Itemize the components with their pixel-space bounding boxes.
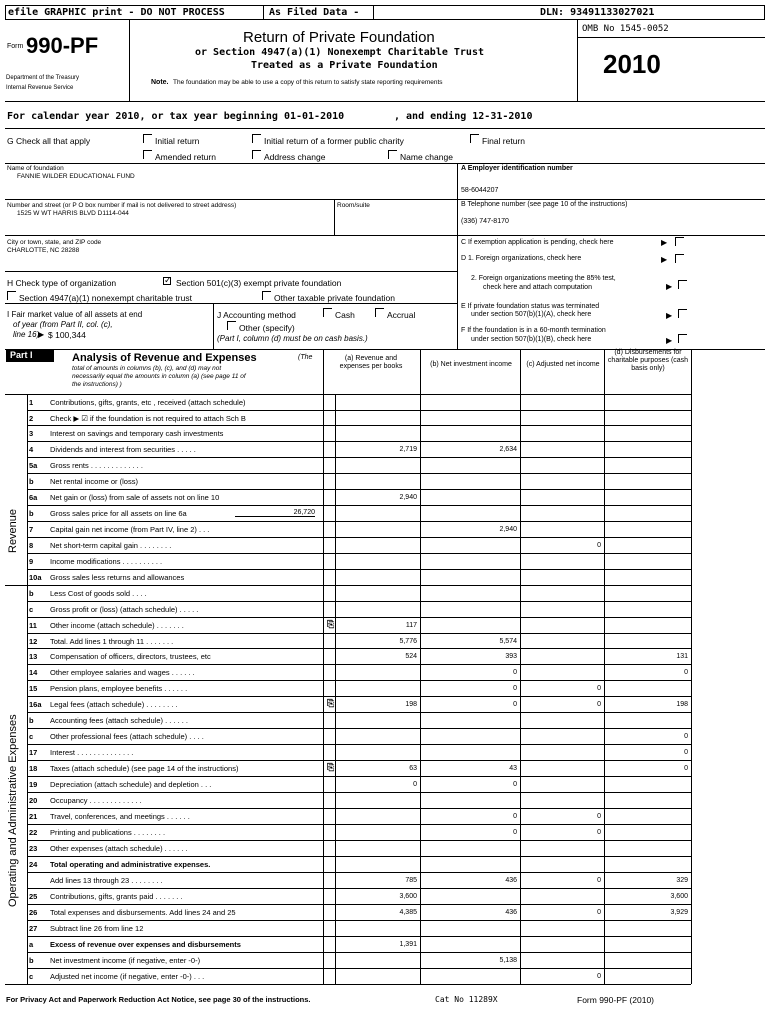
cell-col-a: 5,776 — [399, 638, 417, 645]
foundation-name-label: Name of foundation — [7, 165, 64, 172]
table-row-line — [27, 712, 691, 713]
row-number: 19 — [29, 780, 38, 789]
row-number: 25 — [29, 892, 38, 901]
cell-col-b: 0 — [513, 813, 517, 820]
table-row-line — [27, 457, 691, 458]
initial-return-checkbox[interactable] — [143, 134, 152, 143]
cell-col-d: 329 — [676, 877, 688, 884]
row-label: Other expenses (attach schedule) . . . . . . — [50, 844, 188, 853]
initial-return-label: Initial return — [155, 136, 200, 146]
row-label: Other professional fees (attach schedule) . . . . — [50, 732, 204, 741]
d1-arrow-icon: ▶ — [661, 255, 668, 264]
col-a-header: (a) Revenue and expenses per books — [339, 355, 403, 370]
street-label: Number and street (or P O box number if mail is not delivered to street address) — [7, 202, 237, 209]
cell-col-b: 436 — [505, 877, 517, 884]
dept-treasury: Department of the Treasury — [6, 75, 80, 81]
table-column-line — [691, 349, 692, 984]
table-row-line — [27, 840, 691, 841]
part-title-note: (The — [298, 354, 313, 361]
g-check-label: G Check all that apply — [7, 136, 91, 146]
form-prefix: Form — [7, 43, 24, 50]
row-number: b — [29, 509, 34, 518]
row-number: 4 — [29, 445, 34, 454]
table-row-line — [27, 553, 691, 554]
phone-label: B Telephone number (see page 10 of the instructions) — [461, 201, 628, 208]
final-return-label: Final return — [482, 136, 525, 146]
j-cash-checkbox[interactable] — [323, 308, 332, 317]
row-number: 3 — [29, 429, 34, 438]
form-number: 990-PF — [26, 33, 99, 58]
cell-col-b: 393 — [505, 653, 517, 660]
cell-col-a: 524 — [405, 653, 417, 660]
cell-col-b: 5,574 — [499, 638, 517, 645]
attachment-icon[interactable]: ⎘ — [327, 698, 335, 708]
row-label: Net short-term capital gain . . . . . . . . — [50, 541, 172, 550]
table-row-line — [27, 473, 691, 474]
form-subtitle-2: Treated as a Private Foundation — [251, 60, 438, 71]
j-accrual-checkbox[interactable] — [375, 308, 384, 317]
d2-label-1: 2. Foreign organizations meeting the 85% test, — [471, 275, 616, 282]
f-arrow-icon: ▶ — [666, 336, 673, 345]
table-row-line — [27, 505, 691, 506]
privacy-notice: For Privacy Act and Paperwork Reduction Act Notice, see page 30 of the instructions. — [6, 995, 311, 1004]
f-label-2: under section 507(b)(1)(B), check here — [471, 336, 592, 343]
cell-col-b: 2,940 — [499, 526, 517, 533]
table-row-line — [27, 808, 691, 809]
row-number: b — [29, 477, 34, 486]
cell-col-c: 0 — [597, 701, 601, 708]
d1-foreign-label: D 1. Foreign organizations, check here — [461, 255, 582, 262]
note-label: Note. — [151, 79, 169, 86]
form-footer: Form 990-PF (2010) — [577, 995, 654, 1005]
part-desc-3: the instructions) ) — [72, 381, 122, 388]
cell-col-b: 2,634 — [499, 446, 517, 453]
cell-col-b: 43 — [509, 765, 517, 772]
cell-col-a: 63 — [409, 765, 417, 772]
amended-return-label: Amended return — [155, 152, 216, 162]
h-4947-checkbox[interactable] — [7, 291, 16, 300]
form-title: Return of Private Foundation — [243, 29, 435, 46]
row-number: b — [29, 956, 34, 965]
part-desc-2: necessarily equal the amounts in column (a) (see page 11 of — [72, 373, 246, 380]
table-row-line — [27, 952, 691, 953]
row-number: 14 — [29, 668, 38, 677]
row-number: 18 — [29, 764, 38, 773]
table-row-line — [27, 537, 691, 538]
address-change-checkbox[interactable] — [252, 150, 261, 159]
table-row-line — [5, 394, 691, 395]
col-b-header: (b) Net investment income — [430, 361, 512, 368]
table-row-line — [27, 904, 691, 905]
i-fmv-label-2: of year (from Part II, col. (c), — [13, 320, 113, 329]
col-c-header: (c) Adjusted net income — [526, 361, 600, 368]
cell-col-b: 0 — [513, 685, 517, 692]
row-number: a — [29, 940, 34, 949]
note-text: The foundation may be able to use a copy of this return to satisfy state reporting requirements — [173, 79, 443, 86]
row-number: 9 — [29, 557, 34, 566]
table-row-line — [27, 936, 691, 937]
c-arrow-icon: ▶ — [661, 238, 668, 247]
j-accrual-label: Accrual — [387, 310, 416, 320]
table-row-line — [27, 664, 691, 665]
table-row-line — [27, 680, 691, 681]
h-other-taxable-checkbox[interactable] — [262, 291, 271, 300]
cell-col-b: 436 — [505, 909, 517, 916]
table-row-line — [27, 489, 691, 490]
row-number: 22 — [29, 828, 38, 837]
row-label: Income modifications . . . . . . . . . . — [50, 557, 163, 566]
cell-col-d: 198 — [676, 701, 688, 708]
e-arrow-icon: ▶ — [666, 311, 673, 320]
row-label: Total operating and administrative expenses. — [50, 860, 211, 869]
row-number: 27 — [29, 924, 38, 933]
row-number: c — [29, 972, 34, 981]
row-label: Less Cost of goods sold . . . . — [50, 589, 147, 598]
attachment-icon[interactable]: ⎘ — [327, 619, 335, 629]
h-501c3-label: Section 501(c)(3) exempt private foundation — [176, 278, 342, 288]
cell-col-c: 0 — [597, 813, 601, 820]
c-exemption-checkbox[interactable] — [675, 237, 684, 246]
side-label-revenue: Revenue — [7, 508, 19, 553]
attachment-icon[interactable]: ⎘ — [327, 762, 335, 772]
cell-col-a: 1,391 — [399, 941, 417, 948]
table-row-line — [27, 920, 691, 921]
j-cash-label: Cash — [335, 310, 355, 320]
room-suite-label: Room/suite — [337, 202, 370, 209]
row-number: b — [29, 716, 34, 725]
row-label: Accounting fees (attach schedule) . . . . . . — [50, 716, 188, 725]
cell-col-d: 3,929 — [670, 909, 688, 916]
cell-col-a: 785 — [405, 877, 417, 884]
row-number: 7 — [29, 525, 34, 534]
table-row-line — [27, 744, 691, 745]
efile-label: efile GRAPHIC print - DO NOT PROCESS — [8, 7, 225, 18]
table-row-line — [27, 441, 691, 442]
d2-label-2: check here and attach computation — [483, 284, 592, 291]
row-label: Travel, conferences, and meetings . . . . . . — [50, 812, 190, 821]
calendar-ending: , and ending 12-31-2010 — [394, 111, 533, 122]
amended-return-checkbox[interactable] — [143, 150, 152, 159]
table-row-line — [27, 696, 691, 697]
d1-foreign-checkbox[interactable] — [675, 254, 684, 263]
row-number: 5a — [29, 461, 38, 470]
tax-year: 2010 — [603, 49, 661, 79]
i-fmv-label-1: I Fair market value of all assets at end — [7, 310, 143, 319]
row-label: Interest on savings and temporary cash investments — [50, 429, 224, 438]
cell-col-a: 2,719 — [399, 446, 417, 453]
form-subtitle-1: or Section 4947(a)(1) Nonexempt Charitable Trust — [195, 47, 484, 58]
row-number: b — [29, 589, 34, 598]
row-label: Interest . . . . . . . . . . . . . . — [50, 748, 134, 757]
table-row-line — [27, 425, 691, 426]
row-label: Gross rents . . . . . . . . . . . . . — [50, 461, 143, 470]
row-label: Occupancy . . . . . . . . . . . . . — [50, 796, 142, 805]
row-number: 23 — [29, 844, 38, 853]
row-label: Depreciation (attach schedule) and depletion . . . — [50, 780, 212, 789]
final-return-checkbox[interactable] — [470, 134, 479, 143]
cell-col-a: 198 — [405, 701, 417, 708]
i-arrow-icon: ▶ — [38, 330, 45, 339]
table-row-line — [27, 617, 691, 618]
cell-col-a: 4,385 — [399, 909, 417, 916]
cat-number: Cat No 11289X — [435, 995, 498, 1004]
foundation-name: FANNIE WILDER EDUCATIONAL FUND — [17, 173, 135, 180]
row-label: Pension plans, employee benefits . . . . . . — [50, 684, 188, 693]
h-4947-label: Section 4947(a)(1) nonexempt charitable trust — [19, 293, 192, 303]
row-label: Printing and publications . . . . . . . . — [50, 828, 166, 837]
table-row-line — [27, 888, 691, 889]
e-terminated-checkbox[interactable] — [678, 309, 687, 318]
cell-col-a: 3,600 — [399, 893, 417, 900]
street-address: 1525 W WT HARRIS BLVD D1114-044 — [17, 210, 129, 217]
row-label: Taxes (attach schedule) (see page 14 of the instructions) — [50, 764, 239, 773]
table-row-line — [27, 601, 691, 602]
cell-col-d: 0 — [684, 765, 688, 772]
row-label: Total expenses and disbursements. Add lines 24 and 25 — [50, 908, 236, 917]
cell-col-a: 2,940 — [399, 494, 417, 501]
name-change-checkbox[interactable] — [388, 150, 397, 159]
row-label: Gross sales price for all assets on line 6a — [50, 509, 187, 518]
cell-col-c: 0 — [597, 542, 601, 549]
row-label: Dividends and interest from securities . . . . . — [50, 445, 196, 454]
j-cash-note: (Part I, column (d) must be on cash basis.) — [217, 334, 368, 343]
address-change-label: Address change — [264, 152, 326, 162]
j-other-checkbox[interactable] — [227, 321, 236, 330]
row-number: 11 — [29, 621, 37, 630]
row-number: 20 — [29, 796, 38, 805]
table-row-line — [5, 984, 691, 985]
row-number: 21 — [29, 812, 38, 821]
d2-foreign-checkbox[interactable] — [678, 280, 687, 289]
f-termination-checkbox[interactable] — [678, 334, 687, 343]
h-other-taxable-label: Other taxable private foundation — [274, 293, 395, 303]
cell-col-b: 0 — [513, 669, 517, 676]
omb-number: OMB No 1545-0052 — [582, 24, 669, 34]
row-label: Net investment income (if negative, enter -0-) — [50, 956, 201, 965]
cell-col-b: 0 — [513, 781, 517, 788]
cell-col-c: 0 — [597, 829, 601, 836]
cell-col-c: 0 — [597, 685, 601, 692]
row-label: Legal fees (attach schedule) . . . . . . . . — [50, 700, 178, 709]
f-label-1: F If the foundation is in a 60-month termination — [461, 327, 606, 334]
row-number: 24 — [29, 860, 38, 869]
dln: DLN: 93491133027021 — [540, 7, 655, 18]
cell-col-b: 5,138 — [499, 957, 517, 964]
table-row-line — [27, 856, 691, 857]
col-d-header: (d) Disbursements for charitable purposes (cash basis only) — [607, 349, 689, 372]
i-fmv-label-3: line 16) — [13, 330, 40, 339]
part-desc-1: total of amounts in columns (b), (c), and (d) may not — [72, 365, 222, 372]
row-label: Subtract line 26 from line 12 — [50, 924, 144, 933]
h-type-label: H Check type of organization — [7, 278, 117, 288]
cell-col-d: 131 — [676, 653, 688, 660]
row-label: Gross profit or (loss) (attach schedule) . . . . . — [50, 605, 199, 614]
inline-value: 26,720 — [235, 509, 315, 517]
row-number: c — [29, 605, 34, 614]
row-label: Total. Add lines 1 through 11 . . . . . . . — [50, 637, 174, 646]
as-filed-label: As Filed Data - — [269, 7, 360, 18]
row-number: 8 — [29, 541, 34, 550]
row-number: 10a — [29, 573, 42, 582]
row-number: 13 — [29, 652, 38, 661]
table-row-line — [27, 824, 691, 825]
row-label: Contributions, gifts, grants paid . . . . . . . — [50, 892, 183, 901]
calendar-year-line: For calendar year 2010, or tax year beginning 01-01-2010 — [7, 111, 345, 122]
row-label: Other employee salaries and wages . . . . . . — [50, 668, 195, 677]
dept-irs: Internal Revenue Service — [6, 85, 74, 91]
form-page — [5, 5, 765, 1019]
table-row-line — [27, 633, 691, 634]
table-row-line — [27, 521, 691, 522]
cell-col-d: 0 — [684, 669, 688, 676]
initial-former-checkbox[interactable] — [252, 134, 261, 143]
table-row-line — [27, 872, 691, 873]
city-value: CHARLOTTE, NC 28288 — [7, 247, 80, 254]
cell-col-d: 0 — [684, 733, 688, 740]
j-accounting-label: J Accounting method — [217, 310, 296, 320]
table-row-line — [5, 585, 691, 586]
table-row-line — [27, 410, 691, 411]
name-change-label: Name change — [400, 152, 453, 162]
h-501c3-checkbox[interactable]: ✓ — [164, 275, 172, 285]
cell-col-d: 3,600 — [670, 893, 688, 900]
cell-col-c: 0 — [597, 877, 601, 884]
table-row-line — [27, 728, 691, 729]
row-label: Gross sales less returns and allowances — [50, 573, 185, 582]
c-exemption-label: C If exemption application is pending, check here — [461, 239, 614, 246]
table-row-line — [27, 792, 691, 793]
row-number: 17 — [29, 748, 38, 757]
phone-value: (336) 747-8170 — [461, 218, 509, 225]
part-title: Analysis of Revenue and Expenses — [72, 352, 257, 364]
row-number: 26 — [29, 908, 38, 917]
table-row-line — [27, 776, 691, 777]
side-label-expenses: Operating and Administrative Expenses — [7, 714, 19, 907]
i-fmv-value: $ 100,344 — [48, 330, 86, 340]
ein-value: 58-6044207 — [461, 187, 499, 194]
row-number: 6a — [29, 493, 38, 502]
row-label: Check ▶ ☑ if the foundation is not required to attach Sch B — [50, 414, 246, 423]
row-label: Compensation of officers, directors, trustees, etc — [50, 652, 211, 661]
e-label-2: under section 507(b)(1)(A), check here — [471, 311, 592, 318]
e-label-1: E If private foundation status was terminated — [461, 303, 600, 310]
row-number: 16a — [29, 700, 42, 709]
row-label: Net gain or (loss) from sale of assets not on line 10 — [50, 493, 220, 502]
row-number: 12 — [29, 637, 38, 646]
cell-col-d: 0 — [684, 749, 688, 756]
cell-col-c: 0 — [597, 973, 601, 980]
table-column-line — [27, 394, 28, 984]
city-label: City or town, state, and ZIP code — [7, 239, 102, 246]
table-row-line — [27, 760, 691, 761]
row-label: Add lines 13 through 23 . . . . . . . . — [50, 876, 163, 885]
row-number: c — [29, 732, 34, 741]
row-label: Other income (attach schedule) . . . . . . . — [50, 621, 184, 630]
table-row-line — [27, 569, 691, 570]
j-other-label: Other (specify) — [239, 323, 295, 333]
row-number: 15 — [29, 684, 38, 693]
row-label: Capital gain net income (from Part IV, line 2) . . . — [50, 525, 210, 534]
row-label: Excess of revenue over expenses and disbursements — [50, 940, 241, 949]
initial-former-label: Initial return of a former public charity — [264, 136, 404, 146]
row-number: 2 — [29, 414, 34, 423]
ein-label: A Employer identification number — [461, 165, 573, 172]
part-label: Part I — [6, 350, 54, 362]
row-label: Contributions, gifts, grants, etc , received (attach schedule) — [50, 398, 246, 407]
row-label: Net rental income or (loss) — [50, 477, 138, 486]
table-row-line — [27, 968, 691, 969]
d2-arrow-icon: ▶ — [666, 282, 673, 291]
cell-col-a: 0 — [413, 781, 417, 788]
row-number: 1 — [29, 398, 34, 407]
cell-col-c: 0 — [597, 909, 601, 916]
cell-col-b: 0 — [513, 701, 517, 708]
cell-col-b: 0 — [513, 829, 517, 836]
row-label: Adjusted net income (if negative, enter -0-) . . . — [50, 972, 205, 981]
table-row-line — [27, 648, 691, 649]
cell-col-a: 117 — [405, 622, 417, 629]
